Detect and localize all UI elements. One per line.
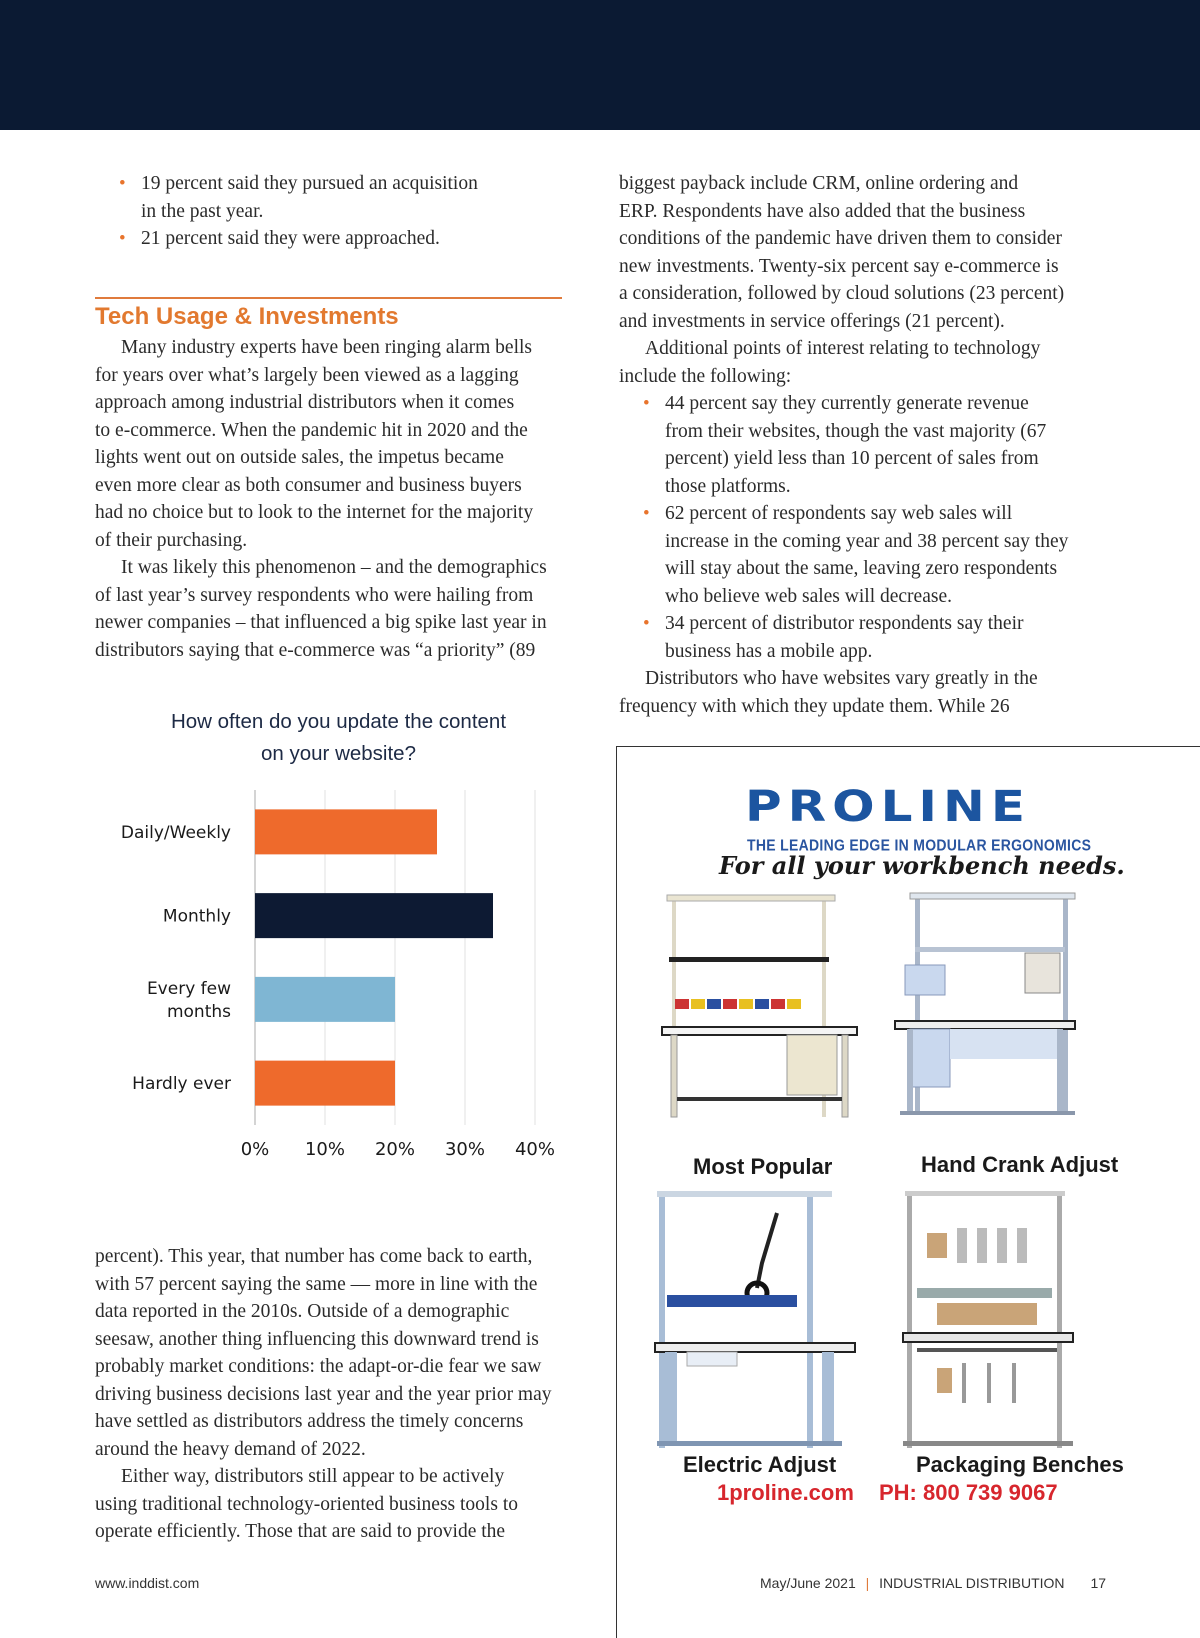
text-line: operate efficiently. Those that are said to provide the	[95, 1521, 506, 1542]
ad-phone-number: PH: 800 739 9067	[879, 1480, 1058, 1505]
x-tick-label: 10%	[304, 1139, 346, 1160]
text-line: Many industry experts have been ringing alarm bells	[121, 337, 533, 358]
text-line: ERP. Respondents have also added that the business	[619, 200, 1026, 222]
text-line: 19 percent said they pursued an acquisition	[141, 173, 478, 194]
text-line: newer companies – that influenced a big spike last year in	[95, 612, 547, 633]
text-line: data reported in the 2010s. Outside of a demographic	[95, 1301, 510, 1322]
text-line: distributors saying that e-commerce was “a priority” (89	[95, 639, 536, 661]
category-label: Hardly ever	[132, 1074, 231, 1095]
text-line: Either way, distributors still appear to be actively	[121, 1466, 505, 1487]
text-line: have settled as distributors address the timely concerns	[95, 1411, 524, 1432]
footer-publication: INDUSTRIAL DISTRIBUTION	[879, 1575, 1065, 1591]
text-line: percent). This year, that number has come back to earth,	[95, 1246, 533, 1267]
text-line: approach among industrial distributors when it comes	[95, 392, 515, 413]
bullet-list-acquisitions	[95, 170, 575, 253]
text-line: frequency with which they update them. While 26	[619, 695, 1010, 717]
bullet-dot-icon: •	[119, 228, 126, 249]
text-line: 21 percent said they were approached.	[141, 228, 440, 249]
bullet-item	[619, 500, 1129, 610]
text-line: around the heavy demand of 2022.	[95, 1438, 366, 1460]
proline-logo-text: PROLINE	[744, 781, 1032, 832]
proline-logo	[683, 781, 1093, 832]
text-line: driving business decisions last year and the year prior may	[95, 1383, 552, 1405]
text-line: will stay about the same, leaving zero respondents	[665, 558, 1058, 579]
footer-issue-info	[760, 1575, 1106, 1591]
left-column-body	[95, 334, 585, 664]
x-tick-label: 0%	[240, 1139, 270, 1160]
ad-label-hand-crank: Hand Crank Adjust	[921, 1152, 1119, 1177]
text-line: with 57 percent saying the same — more in line with the	[95, 1273, 538, 1295]
footer-website: www.inddist.com	[95, 1575, 200, 1591]
bullet-dot-icon: •	[119, 173, 126, 194]
bar-chart-website-update-frequency	[95, 790, 582, 1200]
workbench-most-popular-image	[657, 887, 867, 1127]
text-line: who believe web sales will decrease.	[665, 585, 952, 607]
text-line: percent) yield less than 10 percent of sales from	[665, 448, 1039, 469]
text-line: probably market conditions: the adapt-or-die fear we saw	[95, 1356, 542, 1377]
bar-2	[255, 977, 395, 1022]
top-banner	[0, 0, 1200, 130]
text-line: business has a mobile app.	[665, 640, 873, 662]
text-line: using traditional technology-oriented business tools to	[95, 1493, 518, 1515]
paragraph-ecommerce-intro	[95, 334, 585, 554]
text-line: It was likely this phenomenon – and the demographics	[121, 557, 547, 578]
footer-issue-date: May/June 2021	[760, 1575, 856, 1591]
bar-1	[255, 893, 493, 938]
chart-title	[95, 706, 582, 770]
text-line: to e-commerce. When the pandemic hit in 2020 and the	[95, 419, 528, 441]
section-heading: Tech Usage & Investments	[95, 303, 399, 330]
text-line: a consideration, followed by cloud solutions (23 percent)	[619, 283, 1065, 304]
right-column	[619, 170, 1129, 720]
bullet-list-technology	[619, 390, 1129, 665]
bullet-item	[95, 170, 575, 225]
left-column-bottom	[95, 1243, 585, 1546]
text-line: in the past year.	[141, 200, 264, 222]
paragraph-back-to-earth	[95, 1243, 585, 1463]
text-line: 62 percent of respondents say web sales will	[665, 503, 1013, 524]
bullet-dot-icon: •	[643, 393, 650, 414]
text-line: and investments in service offerings (21 percent).	[619, 310, 1005, 332]
text-line: had no choice but to look to the internet for the majority	[95, 502, 534, 523]
text-line: Additional points of interest relating to technology	[645, 338, 1041, 359]
text-line: new investments. Twenty-six percent say e-commerce is	[619, 255, 1059, 277]
bullet-item	[619, 610, 1129, 665]
workbench-hand-crank-image	[885, 887, 1095, 1127]
footer-page-number: 17	[1090, 1575, 1107, 1591]
text-line: biggest payback include CRM, online ordering and	[619, 173, 1019, 194]
text-line: for years over what’s largely been viewed as a lagging	[95, 364, 519, 386]
text-line: 34 percent of distributor respondents say their	[665, 613, 1024, 634]
ad-label-most-popular: Most Popular	[693, 1154, 833, 1179]
ad-slogan: For all your workbench needs.	[719, 851, 1125, 880]
x-tick-label: 40%	[514, 1139, 556, 1160]
text-line: those platforms.	[665, 475, 791, 497]
proline-advertisement[interactable]	[616, 746, 1200, 1638]
text-line: lights went out on outside sales, the impetus became	[95, 447, 504, 468]
paragraph-additional-points	[619, 335, 1129, 390]
ad-tagline: THE LEADING EDGE IN MODULAR ERGONOMICS	[747, 836, 1092, 854]
text-line: from their websites, though the vast majority (67	[665, 420, 1047, 442]
category-label: months	[166, 1001, 231, 1022]
paragraph-phenomenon	[95, 554, 585, 664]
workbench-electric-adjust-image	[647, 1183, 867, 1453]
bullet-dot-icon: •	[643, 503, 650, 524]
text-line: include the following:	[619, 365, 792, 387]
x-tick-label: 20%	[374, 1139, 416, 1160]
workbench-packaging-image	[897, 1183, 1097, 1453]
bullet-item	[619, 390, 1129, 500]
text-line: 44 percent say they currently generate revenue	[665, 393, 1029, 414]
footer-separator: |	[865, 1575, 870, 1591]
paragraph-either-way	[95, 1463, 585, 1546]
section-rule	[95, 297, 562, 299]
ad-website-link[interactable]: 1proline.com	[717, 1480, 854, 1505]
bullet-dot-icon: •	[643, 613, 650, 634]
x-tick-label: 30%	[444, 1139, 486, 1160]
category-label: Monthly	[162, 906, 231, 927]
chart-title-line-1: How often do you update the content	[170, 710, 507, 733]
text-line: of their purchasing.	[95, 529, 248, 551]
bar-0	[255, 809, 437, 854]
category-label: Every few	[146, 978, 231, 999]
text-line: even more clear as both consumer and business buyers	[95, 474, 522, 496]
chart-title-line-2: on your website?	[261, 742, 416, 765]
text-line: of last year’s survey respondents who were hailing from	[95, 584, 534, 606]
bullet-item	[95, 225, 575, 253]
text-line: conditions of the pandemic have driven them to consider	[619, 228, 1062, 249]
category-label: Daily/Weekly	[120, 822, 231, 843]
text-line: increase in the coming year and 38 percent say they	[665, 530, 1069, 552]
left-column-top	[95, 170, 575, 253]
text-line: Distributors who have websites vary greatly in the	[645, 668, 1038, 689]
text-line: seesaw, another thing influencing this downward trend is	[95, 1328, 539, 1350]
ad-label-packaging-benches: Packaging Benches	[916, 1452, 1124, 1477]
paragraph-distributors-websites	[619, 665, 1129, 720]
paragraph-payback	[619, 170, 1129, 335]
ad-label-electric-adjust: Electric Adjust	[683, 1452, 837, 1477]
bar-3	[255, 1061, 395, 1106]
